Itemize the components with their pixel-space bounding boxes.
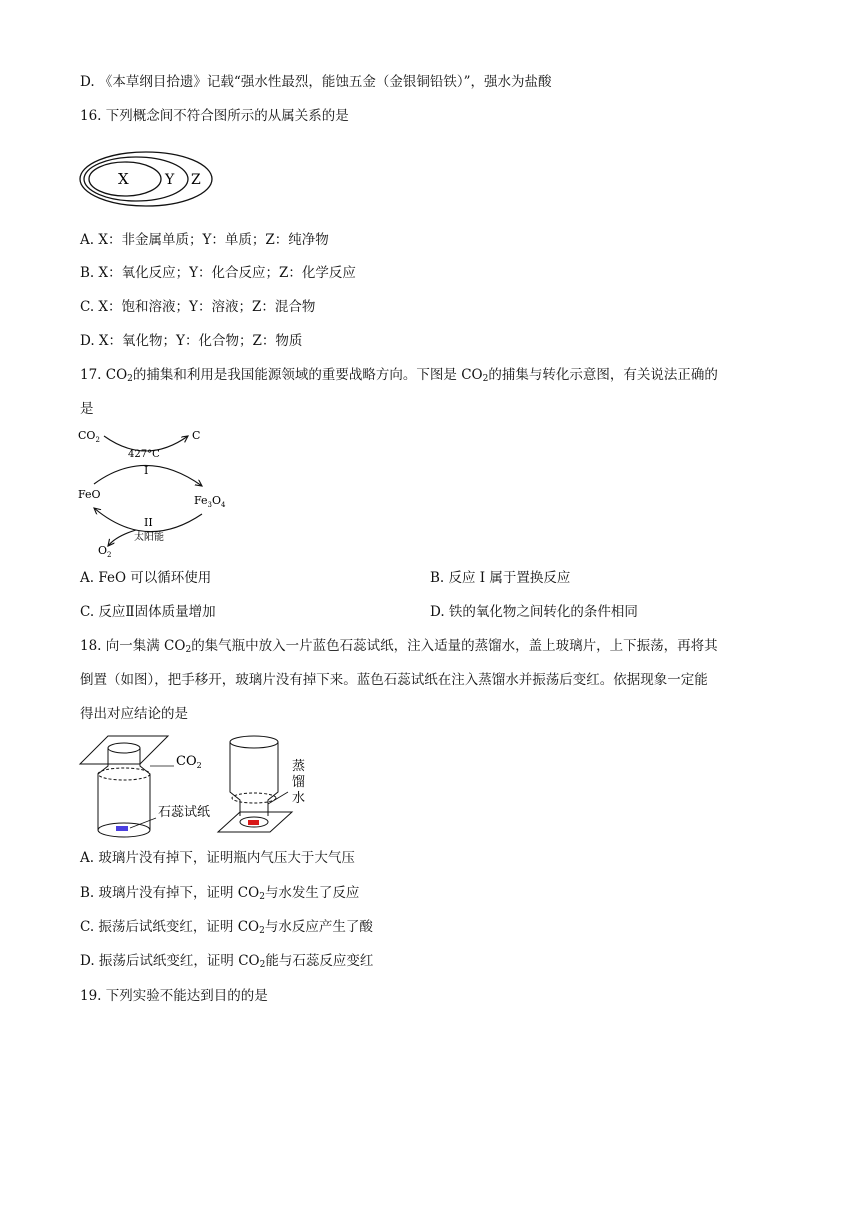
q16-stem: 16. 下列概念间不符合图所示的从属关系的是 <box>80 108 349 124</box>
label-reaction-ii: II <box>144 516 153 529</box>
label-temp: 427°C <box>128 449 160 460</box>
q19-stem: 19. 下列实验不能达到目的的是 <box>80 988 268 1004</box>
label-c: C <box>192 429 201 442</box>
gas-bottle-diagram <box>78 732 308 844</box>
q16-option-a: A. X：非金属单质；Y：单质；Z：纯净物 <box>80 232 329 248</box>
q16-option-d: D. X：氧化物；Y：化合物；Z：物质 <box>80 333 303 349</box>
q18-option-b: B. 玻璃片没有掉下，证明 $CO_2$与水发生了反应 <box>80 885 360 902</box>
label-z: Z <box>191 172 201 188</box>
label-x: X <box>118 170 129 188</box>
label-litmus: 石蕊试纸 <box>158 805 211 820</box>
co2-capture-diagram <box>76 424 236 560</box>
label-feo: FeO <box>78 488 101 501</box>
label-o2: $O_2$ <box>98 544 112 559</box>
label-water-2: 馏 <box>292 775 306 790</box>
label-water-1: 蒸 <box>292 759 306 774</box>
q18-option-d: D. 振荡后试纸变红，证明 $CO_2$能与石蕊反应变红 <box>80 953 374 970</box>
label-y: Y <box>165 172 175 188</box>
q18-option-a: A. 玻璃片没有掉下，证明瓶内气压大于大气压 <box>80 850 355 866</box>
q18-stem-line3: 得出对应结论的是 <box>80 706 188 722</box>
label-co2-top: $CO_2$ <box>78 429 100 444</box>
q18-stem-line2: 倒置（如图），把手移开，玻璃片没有掉下来。蓝色石蕊试纸在注入蒸馏水并振荡后变红。依据现象一定能 <box>80 672 708 688</box>
q17-option-a: A. FeO 可以循环使用 <box>80 570 212 586</box>
label-water-3: 水 <box>292 791 306 806</box>
q16-option-c: C. X：饱和溶液；Y：溶液；Z：混合物 <box>80 299 316 315</box>
q16-option-b: B. X：氧化反应；Y：化合反应；Z：化学反应 <box>80 265 356 281</box>
q18-stem-line1: 18. 向一集满 $CO_2$的集气瓶中放入一片蓝色石蕊试纸，注入适量的蒸馏水，盖上玻璃片，上下振荡，再将其 <box>80 638 718 655</box>
label-reaction-i: I <box>144 464 149 477</box>
q15-option-d: D. 《本草纲目拾遗》记载“强水性最烈，能蚀五金（金银铜铅铁）”，强水为盐酸 <box>80 74 552 90</box>
nested-ellipse-diagram <box>78 150 218 208</box>
blue-litmus-paper <box>116 826 128 831</box>
q17-stem-line2: 是 <box>80 401 94 417</box>
red-litmus-paper <box>248 820 259 825</box>
q17-option-b: B. 反应 I 属于置换反应 <box>430 570 571 586</box>
q17-option-d: D. 铁的氧化物之间转化的条件相同 <box>430 604 638 620</box>
label-co2: $CO_2$ <box>176 754 202 770</box>
q18-option-c: C. 振荡后试纸变红，证明 $CO_2$与水反应产生了酸 <box>80 919 373 936</box>
q17-option-c: C. 反应Ⅱ固体质量增加 <box>80 604 216 620</box>
q17-stem: 17. $CO_2$的捕集和利用是我国能源领域的重要战略方向。下图是 $CO_2$的捕集与转化示意图，有关说法正确的 <box>80 367 718 384</box>
label-fe3o4: $Fe_3O_4$ <box>194 494 226 509</box>
label-solar: 太阳能 <box>134 532 164 543</box>
